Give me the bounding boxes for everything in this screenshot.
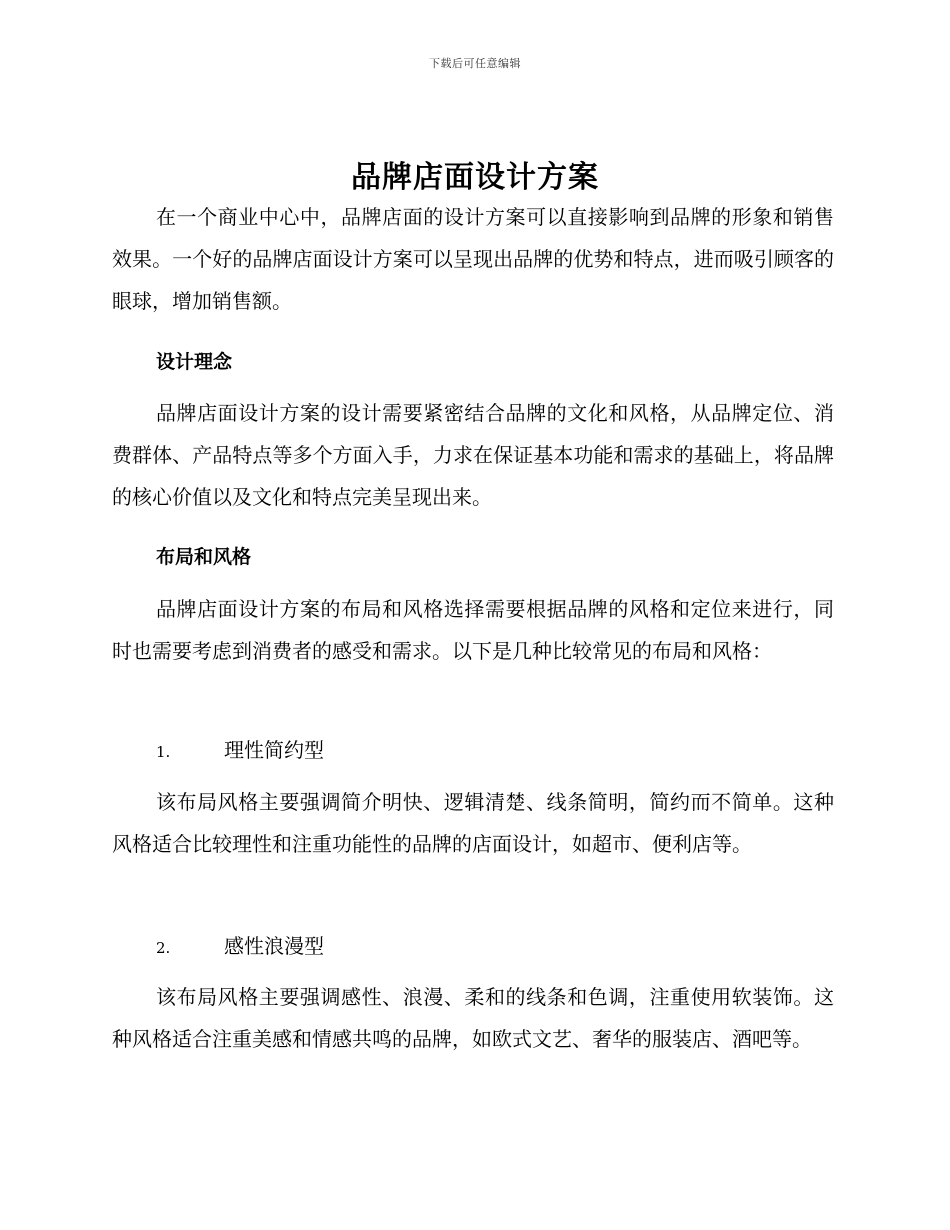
intro-paragraph: 在一个商业中心中，品牌店面的设计方案可以直接影响到品牌的形象和销售效果。一个好的品牌店面设计方案可以呈现出品牌的优势和特点，进而吸引顾客的眼球，增加销售额。 [112, 205, 834, 313]
list-number: 1. [156, 743, 171, 761]
design-concept-paragraph: 品牌店面设计方案的设计需要紧密结合品牌的文化和风格，从品牌定位、消费群体、产品特点等多个方面入手，力求在保证基本功能和需求的基础上，将品牌的核心价值以及文化和特点完美呈现出来。 [112, 401, 834, 509]
layout-style-paragraph: 品牌店面设计方案的布局和风格选择需要根据品牌的风格和定位来进行，同时也需要考虑到消费者的感受和需求。以下是几种比较常见的布局和风格： [112, 597, 834, 663]
section-heading-design-concept: 设计理念 [156, 351, 233, 373]
list-number: 2. [156, 939, 171, 957]
section-heading-layout-style: 布局和风格 [156, 546, 252, 568]
list-item-rational-minimal [156, 734, 324, 763]
rational-minimal-description: 该布局风格主要强调简介明快、逻辑清楚、线条简明，简约而不简单。这种风格适合比较理性和注重功能性的品牌的店面设计，如超市、便利店等。 [112, 790, 834, 856]
list-item-romantic [156, 930, 324, 959]
romantic-description: 该布局风格主要强调感性、浪漫、柔和的线条和色调，注重使用软装饰。这种风格适合注重美感和情感共鸣的品牌，如欧式文艺、奢华的服装店、酒吧等。 [112, 985, 834, 1051]
list-item-label: 感性浪漫型 [224, 934, 324, 958]
list-item-label: 理性简约型 [224, 738, 324, 762]
header-note: 下载后可任意编辑 [429, 57, 521, 70]
document-title: 品牌店面设计方案 [351, 160, 599, 195]
